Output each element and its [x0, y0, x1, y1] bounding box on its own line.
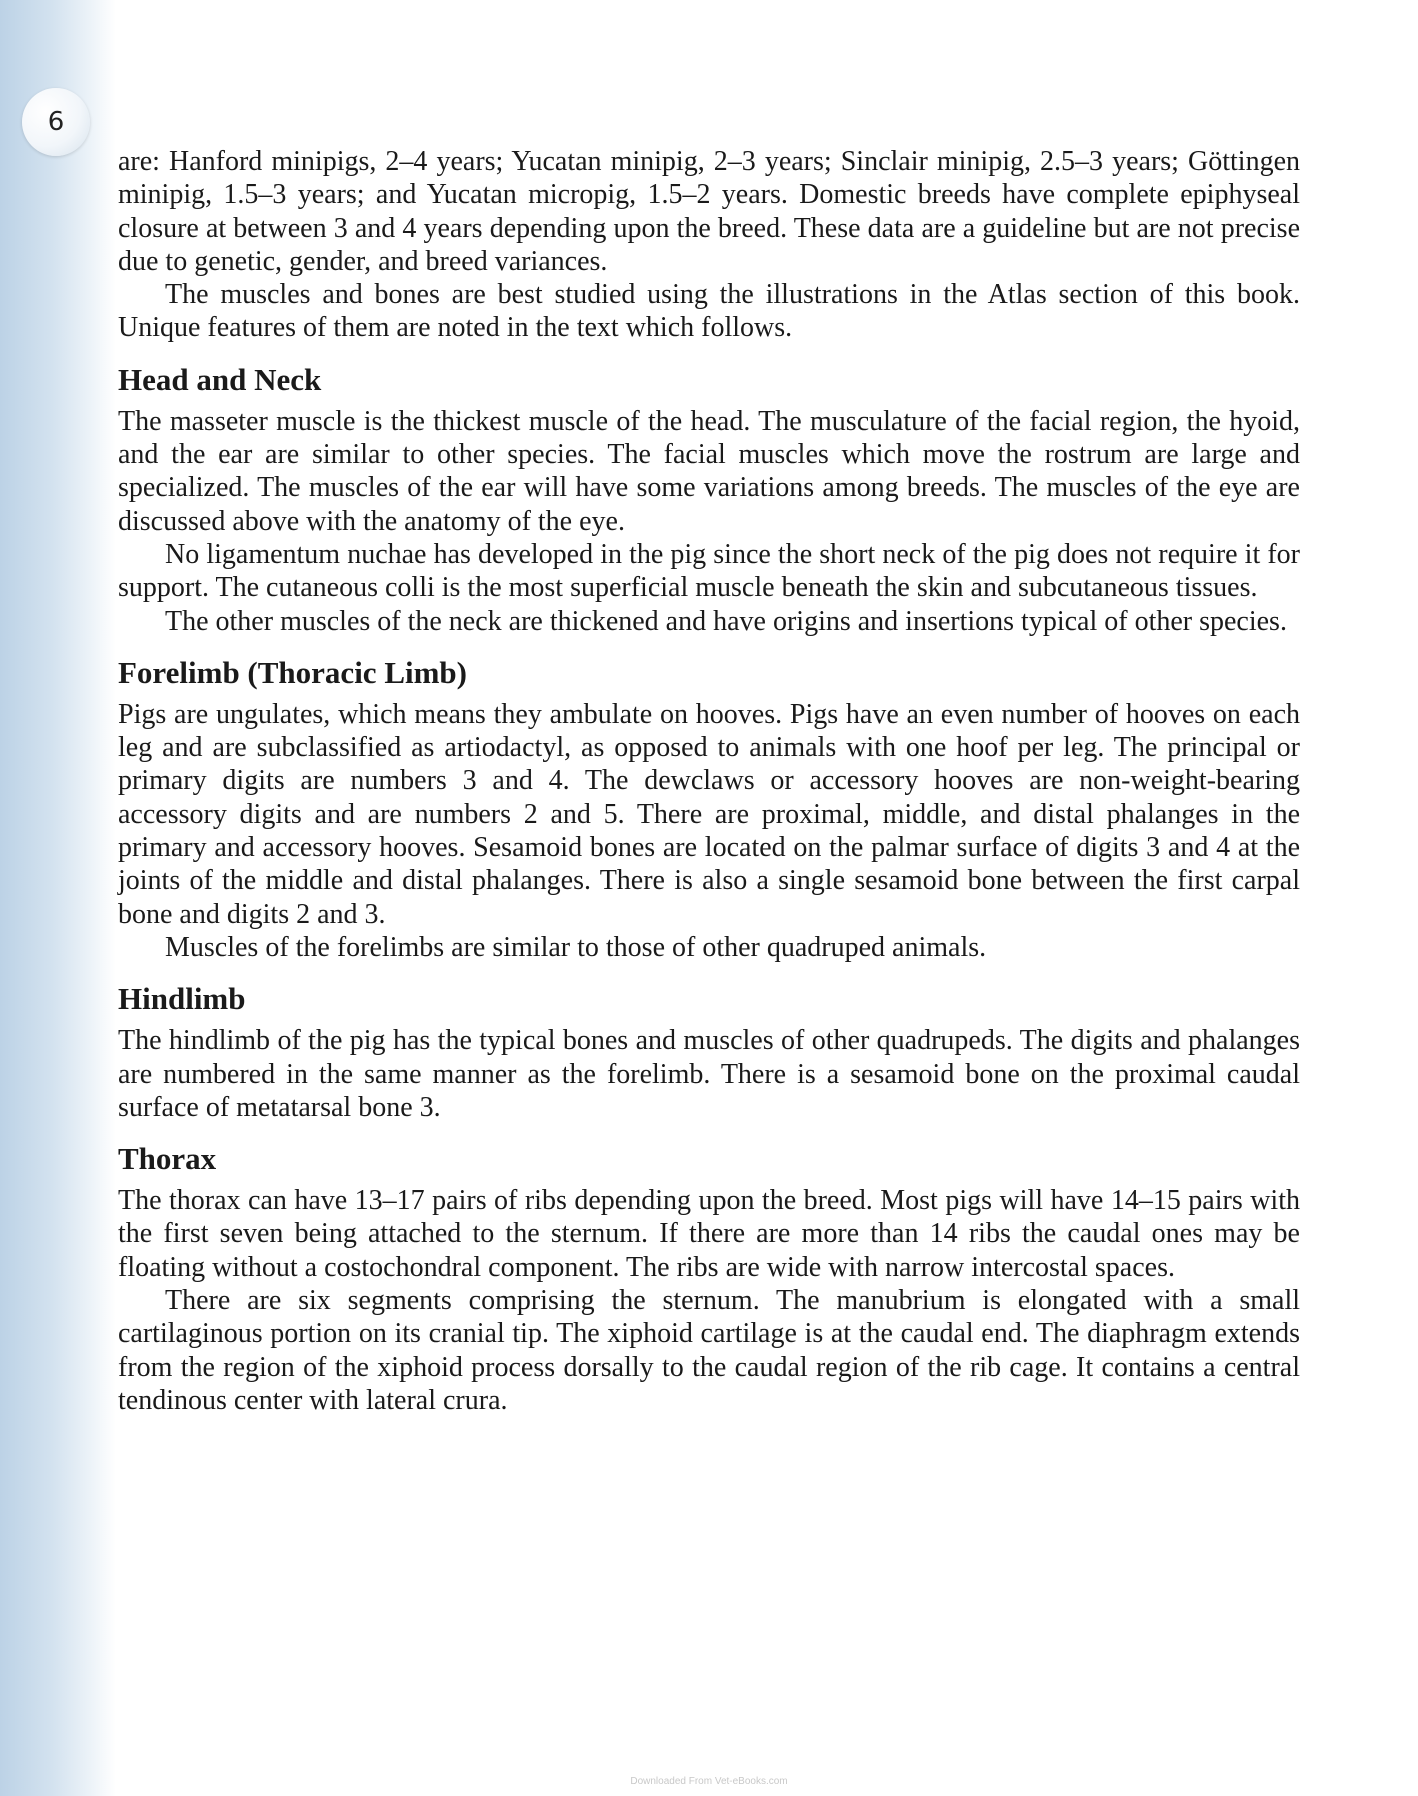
- section-heading-hindlimb: Hindlimb: [118, 981, 246, 1017]
- body-paragraph: Pigs are ungulates, which means they ambulate on hooves. Pigs have an even number of hooves on each leg and are subclassified as artiodactyl, as opposed to animals with one hoof per leg. The principal or primary digits are numbers 3 and 4. The dewclaws or accessory hooves are non-weight-bearing accessory digits and are numbers 2 and 5. There are proximal, middle, and distal phalanges in the primary and accessory hooves. Sesamoid bones are located on the palmar surface of digits 3 and 4 at the joints of the middle and distal phalanges. There is also a single sesamoid bone between the first carpal bone and digits 2 and 3.: [118, 698, 1300, 930]
- section-heading-forelimb: Forelimb (Thoracic Limb): [118, 654, 467, 690]
- body-paragraph: The masseter muscle is the thickest muscle of the head. The musculature of the facial region, the hyoid, and the ear are similar to other species. The facial muscles which move the rostrum are large and specialized. The muscles of the ear will have some variations among breeds. The muscles of the eye are discussed above with the anatomy of the eye.: [118, 405, 1300, 537]
- body-paragraph: The other muscles of the neck are thickened and have origins and insertions typical of other species.: [165, 605, 1287, 637]
- page-number: 6: [22, 88, 90, 156]
- page-side-band: [0, 0, 116, 1796]
- body-paragraph: The hindlimb of the pig has the typical bones and muscles of other quadrupeds. The digits and phalanges are numbered in the same manner as the forelimb. There is a sesamoid bone on the proximal caudal surface of metatarsal bone 3.: [118, 1025, 1300, 1123]
- download-watermark: Downloaded From Vet-eBooks.com: [630, 1776, 788, 1787]
- section-heading-head-and-neck: Head and Neck: [118, 361, 322, 397]
- body-paragraph: The thorax can have 13–17 pairs of ribs depending upon the breed. Most pigs will have 14–15 pairs with the first seven being attached to the sternum. If there are more than 14 ribs the caudal ones may be floating without a costochondral component. The ribs are wide with narrow intercostal spaces.: [118, 1185, 1300, 1283]
- body-paragraph: Muscles of the forelimbs are similar to those of other quadruped animals.: [165, 931, 987, 963]
- body-paragraph: No ligamentum nuchae has developed in the pig since the short neck of the pig does not require it for support. The cutaneous colli is the most superficial muscle beneath the skin and subcutaneous tissues.: [118, 538, 1300, 604]
- page-body: [118, 145, 1300, 1417]
- body-paragraph: The muscles and bones are best studied using the illustrations in the Atlas section of this book. Unique features of them are noted in the text which follows.: [118, 279, 1300, 344]
- section-heading-thorax: Thorax: [118, 1141, 217, 1177]
- body-paragraph: There are six segments comprising the sternum. The manubrium is elongated with a small cartilaginous portion on its cranial tip. The xiphoid cartilage is at the caudal end. The diaphragm extends from the region of the xiphoid process dorsally to the caudal region of the rib cage. It contains a central tendinous center with lateral crura.: [118, 1285, 1300, 1416]
- body-paragraph: are: Hanford minipigs, 2–4 years; Yucatan minipig, 2–3 years; Sinclair minipig, 2.5–3 years; Göttingen minipig, 1.5–3 years; and Yucatan micropig, 1.5–2 years. Domestic breeds have complete epiphyseal closure at between 3 and 4 years depending upon the breed. These data are a guideline but are not precise due to genetic, gender, and breed variances.: [118, 146, 1300, 277]
